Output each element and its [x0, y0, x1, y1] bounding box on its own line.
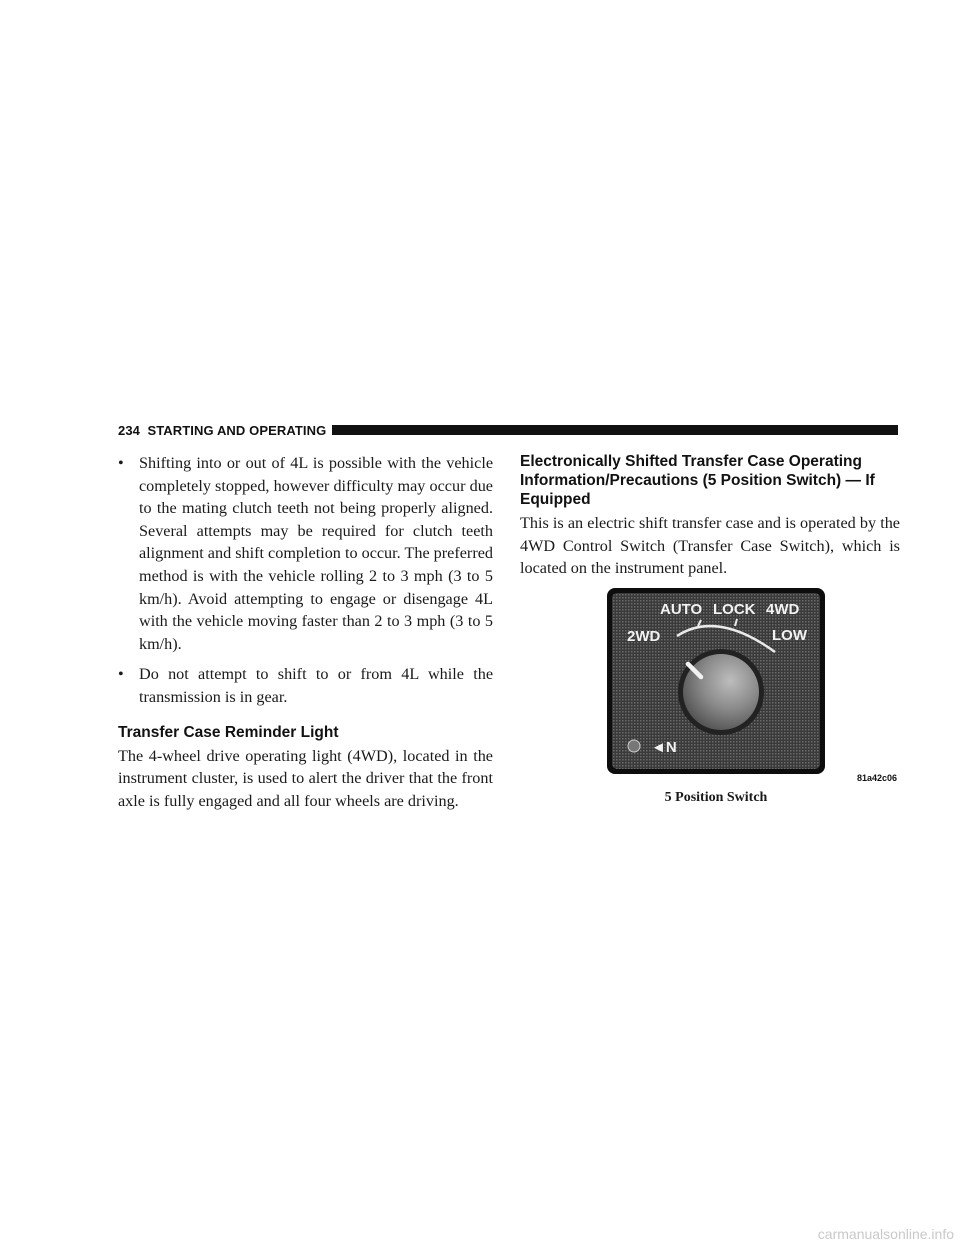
indicator-led	[628, 740, 640, 752]
page-header	[118, 423, 898, 437]
bullet-marker: •	[118, 665, 124, 684]
page-header-text	[118, 423, 326, 438]
bullet-item	[118, 663, 493, 708]
left-column	[118, 452, 493, 812]
label-2wd: 2WD	[627, 628, 661, 645]
bullet-marker: •	[118, 454, 124, 472]
label-lock: LOCK	[713, 601, 756, 618]
label-auto: AUTO	[660, 601, 703, 618]
label-low: LOW	[772, 627, 807, 644]
section-paragraph: This is an electric shift transfer case and is operated by the 4WD Control Switch (Transfer Case Switch), which is located on the instrument panel.	[520, 514, 900, 578]
switch-figure	[607, 588, 825, 774]
right-column	[520, 452, 900, 580]
label-4wd: 4WD	[766, 601, 800, 618]
bullet-text: Do not attempt to shift to or from 4L while the transmission is in gear.	[139, 665, 493, 706]
section-paragraph: The 4-wheel drive operating light (4WD), located in the instrument cluster, is used to alert the driver that the front axle is fully engaged and all four wheels are driving.	[118, 746, 493, 810]
section-heading: Transfer Case Reminder Light	[118, 723, 339, 741]
label-neutral: ◄N	[651, 739, 677, 756]
figure-code: 81a42c06	[857, 773, 898, 783]
bullet-text: Shifting into or out of 4L is possible with the vehicle completely stopped, however difficulty may occur due to the mating clutch teeth not being properly aligned. Several attempts may be required for clutch teeth alignment and shift completion to occur. The preferred method is with the vehicle rolling 2 to 3 mph (3 to 5 km/h). Avoid attempting to engage or disengage 4L with the vehicle moving faster than 2 to 3 mph (3 to 5 km/h).	[139, 454, 493, 653]
page-number: 234	[118, 422, 140, 438]
figure-caption: 5 Position Switch	[664, 790, 768, 805]
watermark: carmanualsonline.info	[817, 1226, 954, 1242]
bullet-item	[118, 452, 493, 655]
section-title: STARTING AND OPERATING	[147, 422, 327, 438]
header-rule	[332, 425, 898, 435]
section-heading: Electronically Shifted Transfer Case Operating Information/Precautions (5 Position Switch) — If Equipped	[520, 453, 875, 508]
